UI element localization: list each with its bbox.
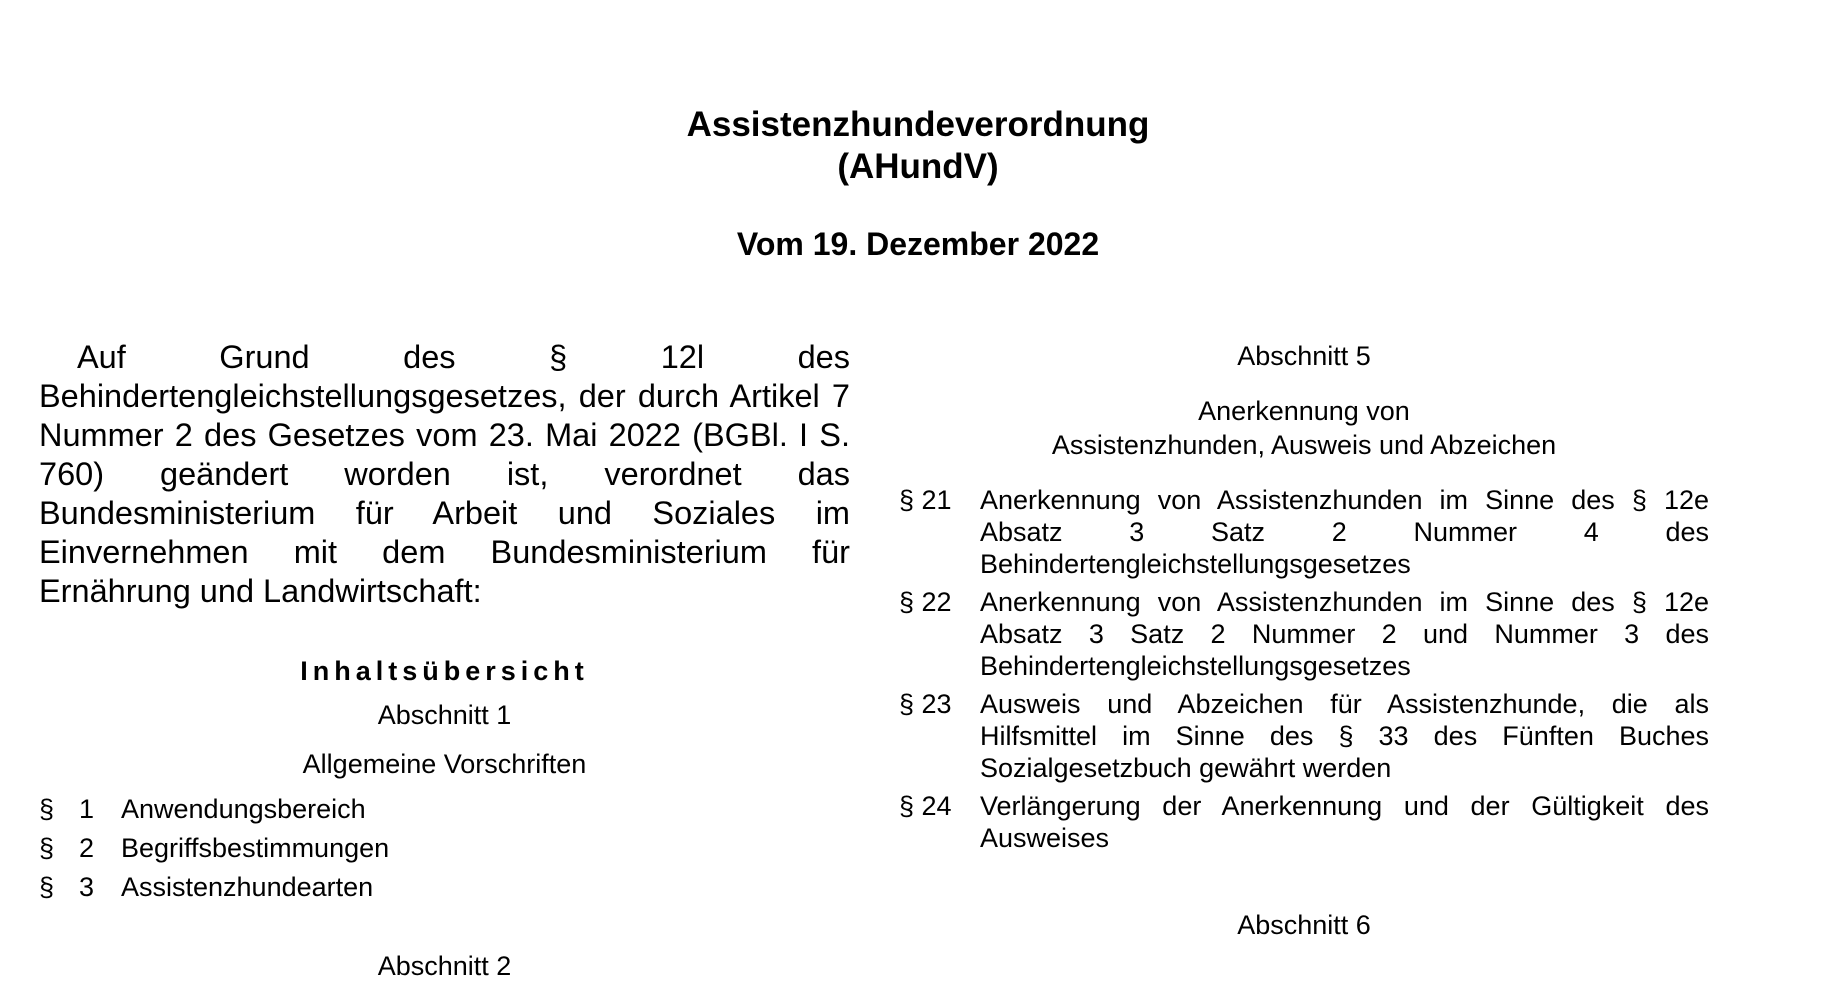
title-main: Assistenzhundeverordnung — [686, 105, 1150, 144]
section-2-label: Abschnitt 2 — [377, 951, 512, 981]
section-5-title-line2: Assistenzhunden, Ausweis und Abzeichen — [1051, 430, 1557, 460]
paragraph-number: § 22 — [899, 587, 952, 617]
entry-title: Verlängerung der Anerkennung und der Gültigkeit des Ausweises — [980, 791, 1709, 853]
right-column — [899, 340, 1709, 941]
section-1-label: Abschnitt 1 — [377, 700, 512, 730]
left-column — [39, 338, 850, 982]
document-date: Vom 19. Dezember 2022 — [736, 226, 1100, 262]
section-5-list — [899, 484, 1709, 854]
paragraph-number: § 1 — [39, 794, 95, 824]
toc-entry — [899, 586, 1709, 682]
paragraph-number: § 21 — [899, 485, 952, 515]
entry-title: Begriffsbestimmungen — [121, 833, 390, 863]
toc-entry — [39, 871, 850, 903]
document-title — [0, 104, 1836, 188]
title-abbreviation: (AHundV) — [837, 147, 999, 186]
paragraph-number: § 24 — [899, 791, 952, 821]
toc-heading: Inhaltsübersicht — [300, 656, 589, 686]
toc-entry — [39, 793, 850, 825]
section-5-label: Abschnitt 5 — [1237, 341, 1371, 371]
toc-entry — [899, 484, 1709, 580]
paragraph-number: § 23 — [899, 689, 952, 719]
entry-title: Anerkennung von Assistenzhunden im Sinne des § 12e Absatz 3 Satz 2 Nummer 2 und Nummer 3 des Behindertengleichstellungsgesetzes — [980, 587, 1709, 681]
section-1-title: Allgemeine Vorschriften — [302, 749, 587, 779]
toc-entry — [39, 832, 850, 864]
section-6-label: Abschnitt 6 — [1237, 910, 1371, 940]
section-5-title — [899, 394, 1709, 462]
entry-title: Anwendungsbereich — [121, 794, 366, 824]
toc-entry — [899, 688, 1709, 784]
toc-entry — [899, 790, 1709, 854]
entry-title: Assistenzhundearten — [121, 872, 374, 902]
section-1-list — [39, 793, 850, 903]
entry-title: Ausweis und Abzeichen für Assistenzhunde, die als Hilfsmittel im Sinne des § 33 des Fünften Buches Sozialgesetzbuch gewährt werden — [980, 689, 1709, 783]
paragraph-number: § 2 — [39, 833, 95, 863]
entry-title: Anerkennung von Assistenzhunden im Sinne des § 12e Absatz 3 Satz 2 Nummer 4 des Behindertengleichstellungsgesetzes — [980, 485, 1709, 579]
paragraph-number: § 3 — [39, 872, 95, 902]
section-5-title-line1: Anerkennung von — [1198, 396, 1410, 426]
preamble: Auf Grund des § 12l des Behindertengleichstellungsgesetzes, der durch Artikel 7 Nummer 2 des Gesetzes vom 23. Mai 2022 (BGBl. I S. 760) geändert worden ist, verordnet das Bundesministerium für Arbeit und Soziales im Einvernehmen mit dem Bundesministerium für Ernährung und Landwirtschaft: — [39, 339, 850, 609]
